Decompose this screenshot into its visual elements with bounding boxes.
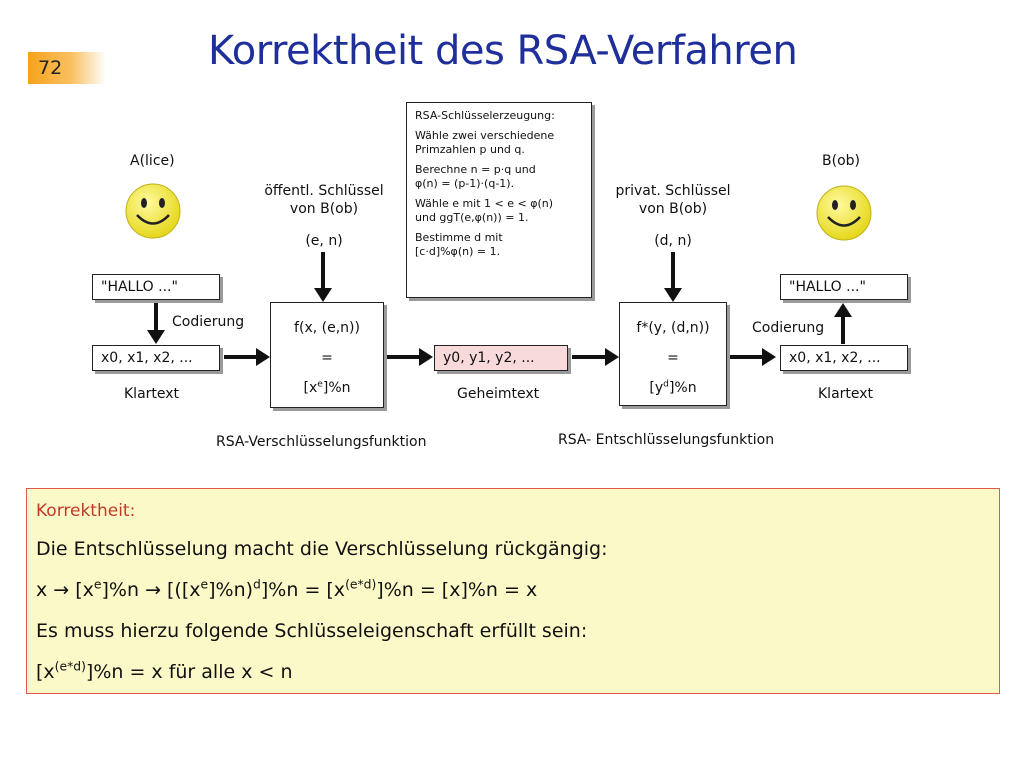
decrypt-function-line1: f*(y, (d,n)) xyxy=(636,320,710,336)
key-generation-step-4: Bestimme d mit [c·d]%φ(n) = 1. xyxy=(415,231,503,258)
public-key-label-line2: von B(ob) xyxy=(289,201,359,217)
bob-label: B(ob) xyxy=(822,153,860,169)
private-key-label xyxy=(590,182,756,218)
key-generation-box xyxy=(406,102,592,298)
proof-heading: Korrektheit: xyxy=(36,501,136,521)
decrypt-function-line2: = xyxy=(667,350,679,366)
right-plaintext-text: x0, x1, x2, ... xyxy=(789,350,881,366)
left-encoding-label: Codierung xyxy=(172,314,245,330)
ciphertext-box xyxy=(434,345,568,371)
left-message-text: "HALLO ..." xyxy=(101,279,178,295)
proof-line-3: Es muss hierzu folgende Schlüsseleigenschaft erfüllt sein: xyxy=(36,620,588,642)
bob-smiley-icon xyxy=(815,184,873,242)
left-message-box xyxy=(92,274,220,300)
encrypt-function-line3: $[x^e]\%n$ xyxy=(303,379,351,396)
left-plaintext-label: Klartext xyxy=(124,386,180,402)
encrypt-function-box xyxy=(270,302,384,408)
private-key-label-line1: privat. Schlüssel xyxy=(615,183,731,199)
public-key-value: (e, n) xyxy=(305,233,343,249)
left-plaintext-text: x0, x1, x2, ... xyxy=(101,350,193,366)
key-generation-step-1: Wähle zwei verschiedene Primzahlen p und q. xyxy=(415,129,555,156)
right-plaintext-label: Klartext xyxy=(818,386,874,402)
decrypt-function-box xyxy=(619,302,727,406)
proof-line-1: Die Entschlüsselung macht die Verschlüsselung rückgängig: xyxy=(36,538,608,560)
public-key-label-line1: öffentl. Schlüssel xyxy=(264,183,384,199)
encrypt-function-line1: f(x, (e,n)) xyxy=(294,320,360,336)
correctness-proof-box xyxy=(26,488,1000,694)
alice-label: A(lice) xyxy=(130,153,175,169)
right-message-box xyxy=(780,274,908,300)
alice-smiley-icon xyxy=(124,182,182,240)
public-key-label xyxy=(244,182,404,218)
key-generation-step-3: Wähle e mit 1 < e < φ(n) und ggT(e,φ(n)) = 1. xyxy=(415,197,554,224)
right-message-text: "HALLO ..." xyxy=(789,279,866,295)
encrypt-function-caption: RSA-Verschlüsselungsfunktion xyxy=(216,434,427,450)
ciphertext-label: Geheimtext xyxy=(457,386,540,402)
private-key-label-line2: von B(ob) xyxy=(638,201,708,217)
key-generation-step-2: Berechne n = p·q und φ(n) = (p-1)·(q-1). xyxy=(415,163,536,190)
right-plaintext-box xyxy=(780,345,908,371)
slide-number: 72 xyxy=(28,52,106,84)
page-title: Korrektheit des RSA-Verfahren xyxy=(208,28,798,74)
left-plaintext-box xyxy=(92,345,220,371)
decrypt-function-caption: RSA- Entschlüsselungsfunktion xyxy=(558,432,775,448)
ciphertext-text: y0, y1, y2, ... xyxy=(443,350,535,366)
proof-line-2: $x \to [x^e]\%n \to [([x^e]\%n)^d]\%n = [x^{(e*d)}]\%n = [x]\%n = x$ xyxy=(36,577,538,601)
encrypt-function-line2: = xyxy=(321,350,333,366)
right-encoding-label: Codierung xyxy=(752,320,825,336)
proof-line-4: $[x^{(e*d)}]\%n = x$ für alle x < n xyxy=(36,659,293,683)
private-key-value: (d, n) xyxy=(654,233,692,249)
key-generation-heading: RSA-Schlüsselerzeugung: xyxy=(415,109,555,122)
decrypt-function-line3: $[y^d]\%n$ xyxy=(649,379,697,396)
